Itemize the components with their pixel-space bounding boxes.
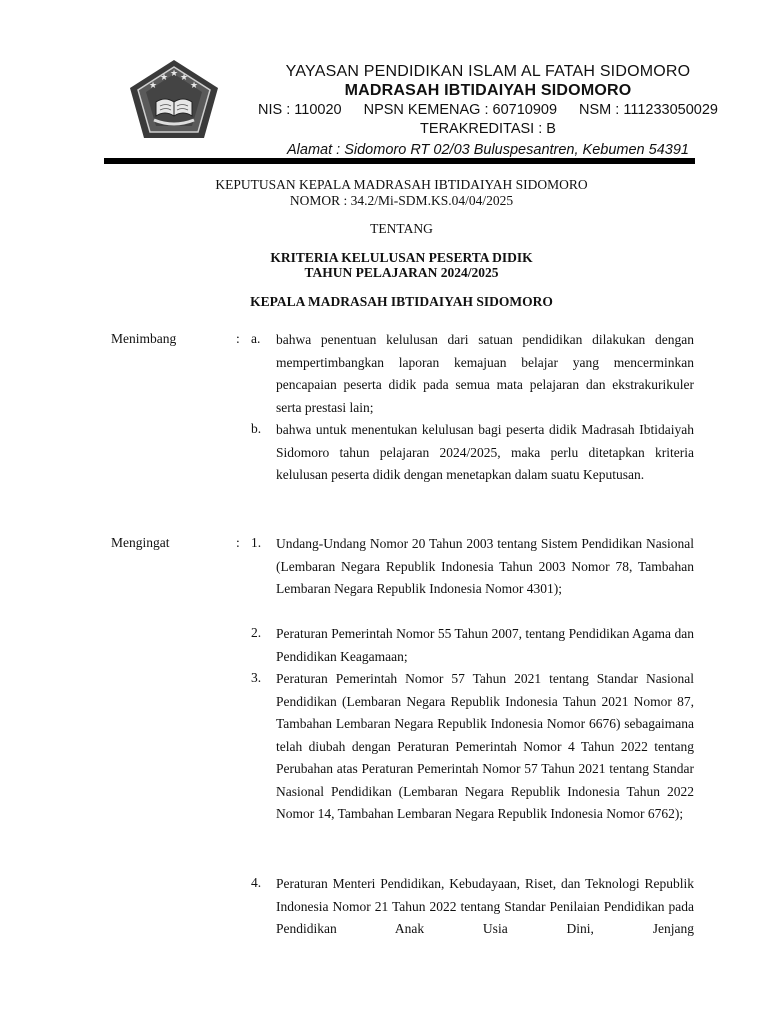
list-item-text: Peraturan Pemerintah Nomor 55 Tahun 2007, tentang Pendidikan Agama dan Pendidikan Keagamaan;: [276, 626, 694, 664]
svg-text:★: ★: [160, 73, 169, 83]
svg-text:★: ★: [190, 81, 199, 91]
section-label: Menimbang: [111, 331, 177, 346]
decree-issuer: KEPALA MADRASAH IBTIDAIYAH SIDOMORO: [250, 294, 553, 309]
accreditation: TERAKREDITASI : B: [420, 121, 556, 137]
svg-text:★: ★: [180, 73, 189, 83]
letterhead-divider: [104, 158, 695, 164]
svg-text:★: ★: [170, 69, 179, 79]
section-colon: :: [236, 535, 240, 550]
list-item-text: Peraturan Menteri Pendidikan, Kebudayaan, Riset, dan Teknologi Republik Indonesia Nomor 21 Tahun 2022 tentang Standar Penilaian Pendidikan pada Pendidikan Anak Usia Dini, Jenjang: [276, 876, 694, 936]
decree-subject-line1: KRITERIA KELULUSAN PESERTA DIDIK: [270, 250, 533, 265]
nis-number: NIS : 110020: [258, 102, 342, 118]
decree-about-label: TENTANG: [370, 221, 433, 236]
foundation-name: YAYASAN PENDIDIKAN ISLAM AL FATAH SIDOMORO: [285, 63, 691, 80]
list-item-text: Undang-Undang Nomor 20 Tahun 2003 tentang Sistem Pendidikan Nasional (Lembaran Negara Republik Indonesia Tahun 2003 Nomor 78, Tambahan Lembaran Negara Republik Indonesia Nomor 4301);: [276, 536, 694, 596]
decree-subject-line2: TAHUN PELAJARAN 2024/2025: [304, 265, 499, 280]
list-item-marker: a.: [251, 331, 261, 346]
section-colon: :: [236, 331, 240, 346]
list-item-marker: 3.: [251, 670, 262, 685]
section-label: Mengingat: [111, 535, 170, 550]
nsm-number: NSM : 111233050029: [579, 102, 718, 118]
list-item-text: bahwa penentuan kelulusan dari satuan pendidikan dilakukan dengan mempertimbangkan laporan kemajuan belajar yang mencerminkan pencapaian peserta didik pada semua mata pelajaran dan ekstrakurikuler serta prestasi lain;: [276, 332, 694, 415]
list-item-marker: b.: [251, 421, 262, 436]
school-identifiers: [228, 101, 748, 120]
decree-number: NOMOR : 34.2/Mi-SDM.KS.04/04/2025: [289, 193, 514, 208]
list-item-marker: 2.: [251, 625, 262, 640]
list-item-marker: 4.: [251, 875, 262, 890]
list-item-text: bahwa untuk menentukan kelulusan bagi peserta didik Madrasah Ibtidaiyah Sidomoro tahun pelajaran 2024/2025, maka perlu ditetapkan kriteria kelulusan peserta didik dengan menetapkan dalam suatu Keputusan.: [276, 422, 694, 482]
list-item-text: Peraturan Pemerintah Nomor 57 Tahun 2021 tentang Standar Nasional Pendidikan (Lembaran Negara Republik Indonesia Tahun 2021 Nomor 87, Tambahan Lembaran Negara Republik Indonesia Nomor 6676) sebagaimana telah diubah dengan Peraturan Pemerintah Nomor 4 Tahun 2022 tentang Perubahan atas Peraturan Pemerintah Nomor 57 Tahun 2021 tentang Standar Nasional Pendidikan (Lembaran Negara Republik Indonesia Tahun 2022 Nomor 14, Tambahan Lembaran Negara Republik Indonesia Nomor 6762);: [276, 671, 694, 821]
list-item-marker: 1.: [251, 535, 262, 550]
decree-title: KEPUTUSAN KEPALA MADRASAH IBTIDAIYAH SIDOMORO: [215, 177, 588, 192]
address: Alamat : Sidomoro RT 02/03 Buluspesantren, Kebumen 54391: [287, 142, 689, 158]
school-name: MADRASAH IBTIDAIYAH SIDOMORO: [344, 82, 632, 99]
svg-text:★: ★: [149, 81, 158, 91]
letterhead: [0, 0, 768, 168]
npsn-number: NPSN KEMENAG : 60710909: [363, 102, 558, 118]
school-emblem-icon: [128, 58, 220, 140]
